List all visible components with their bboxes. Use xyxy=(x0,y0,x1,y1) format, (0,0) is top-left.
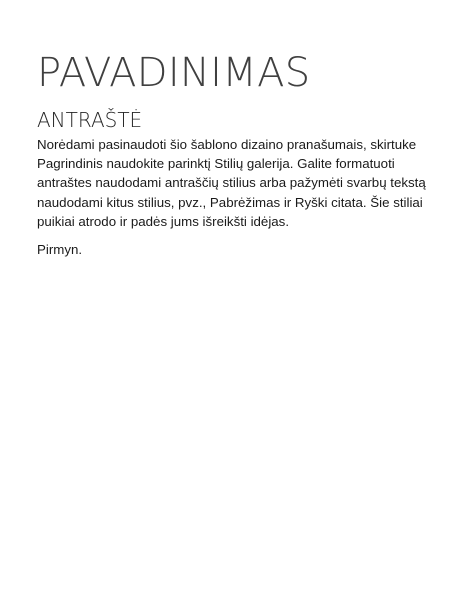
document-content xyxy=(37,48,437,259)
document-heading: ANTRAŠTĖ xyxy=(37,108,143,132)
document-title: PAVADINIMAS xyxy=(37,50,311,96)
body-paragraph: Norėdami pasinaudoti šio šablono dizaino pranašumais, skirtuke Pagrindinis naudokite parinktį Stilių galerija. Galite formatuoti antraštes naudodami antraščių stilius arba pažymėti svarbų tekstą naudodami kitus stilius, pvz., Pabrėžimas ir Ryški citata. Šie stiliai puikiai atrodo ir padės jums išreikšti idėjas. xyxy=(37,137,426,229)
body-paragraph: Pirmyn. xyxy=(37,242,83,258)
